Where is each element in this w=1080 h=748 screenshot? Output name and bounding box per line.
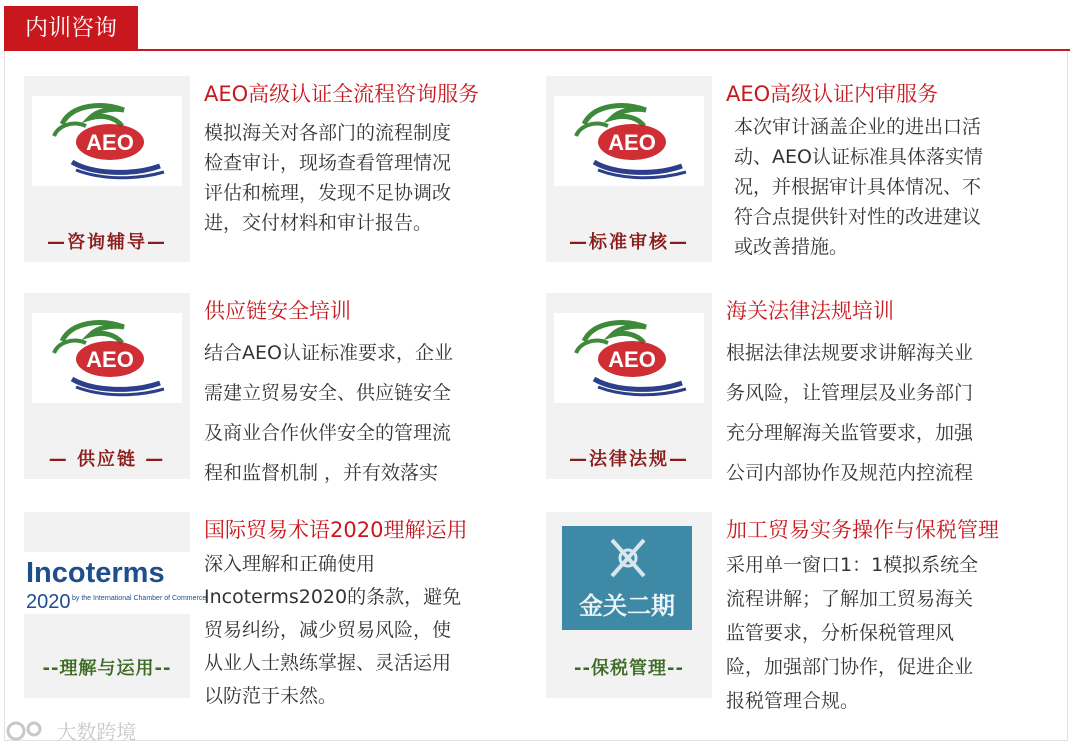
jinguan-logo-text: 金关二期 — [579, 594, 675, 620]
service-title[interactable]: 加工贸易实务操作与保税管理 — [726, 518, 999, 542]
aeo-logo-text: AEO — [86, 130, 134, 155]
service-thumbnail — [24, 512, 207, 698]
service-title[interactable]: AEO高级认证全流程咨询服务 — [204, 82, 480, 106]
service-description: 模拟海关对各部门的流程制度 检查审计，现场查看管理情况 评估和梳理，发现不足协调改 进，交付材料和审计报告。 — [204, 122, 452, 234]
service-description: 本次审计涵盖企业的进出口活 动、AEO认证标准具体落实情 况，并根据审计具体情况、不 符合点提供针对性的改进建议 或改善措施。 — [734, 116, 983, 258]
service-title[interactable]: 国际贸易术语2020理解运用 — [204, 518, 468, 542]
service-title[interactable]: 供应链安全培训 — [204, 299, 351, 323]
service-thumbnail — [546, 293, 712, 479]
thumbnail-caption: — 供应链 — — [48, 449, 166, 470]
aeo-logo-text: AEO — [608, 347, 656, 372]
service-description: 深入理解和正确使用 Incoterms2020的条款，避免 贸易纠纷，减少贸易风险，使 从业人士熟练掌握、灵活运用 以防范于未然。 — [204, 553, 462, 707]
aeo-logo — [32, 313, 182, 403]
service-thumbnail — [546, 512, 712, 698]
service-thumbnail — [24, 293, 190, 479]
aeo-logo-text: AEO — [608, 130, 656, 155]
incoterms-logo-small: by the International Chamber of Commerce — [72, 595, 207, 602]
watermark — [6, 716, 136, 748]
thumbnail-caption: --保税管理-- — [574, 658, 684, 679]
aeo-logo — [554, 96, 704, 186]
service-description: 采用单一窗口1：1模拟系统全 流程讲解；了解加工贸易海关 监管要求，分析保税管理风 险，加强部门协作，促进企业 报税管理合规。 — [726, 554, 979, 712]
section-tab[interactable]: 内训咨询 — [4, 6, 138, 50]
service-thumbnail — [546, 76, 712, 262]
aeo-logo — [554, 313, 704, 403]
service-title[interactable]: 海关法律法规培训 — [726, 299, 894, 323]
jinguan-logo — [562, 526, 692, 630]
service-description: 结合AEO认证标准要求，企业 需建立贸易安全、供应链安全 及商业合作伙伴安全的管理流 程和监督机制 ，并有效落实 — [204, 342, 453, 484]
service-description: 根据法律法规要求讲解海关业 务风险，让管理层及业务部门 充分理解海关监管要求，加强 公司内部协作及规范内控流程 — [726, 342, 974, 484]
service-title[interactable]: AEO高级认证内审服务 — [726, 82, 939, 106]
service-thumbnail — [24, 76, 190, 262]
thumbnail-caption: —咨询辅导— — [47, 232, 167, 253]
thumbnail-caption: —标准审核— — [569, 232, 689, 253]
aeo-logo — [32, 96, 182, 186]
incoterms-logo-year: 2020 — [26, 591, 71, 613]
watermark-logo-icon — [6, 719, 50, 748]
incoterms-logo-text: Incoterms — [26, 557, 165, 589]
aeo-logo-text: AEO — [86, 347, 134, 372]
thumbnail-caption: --理解与运用-- — [42, 658, 172, 679]
incoterms-logo — [24, 552, 207, 614]
thumbnail-caption: —法律法规— — [569, 449, 689, 470]
watermark-text: 大数跨境 — [56, 720, 137, 744]
